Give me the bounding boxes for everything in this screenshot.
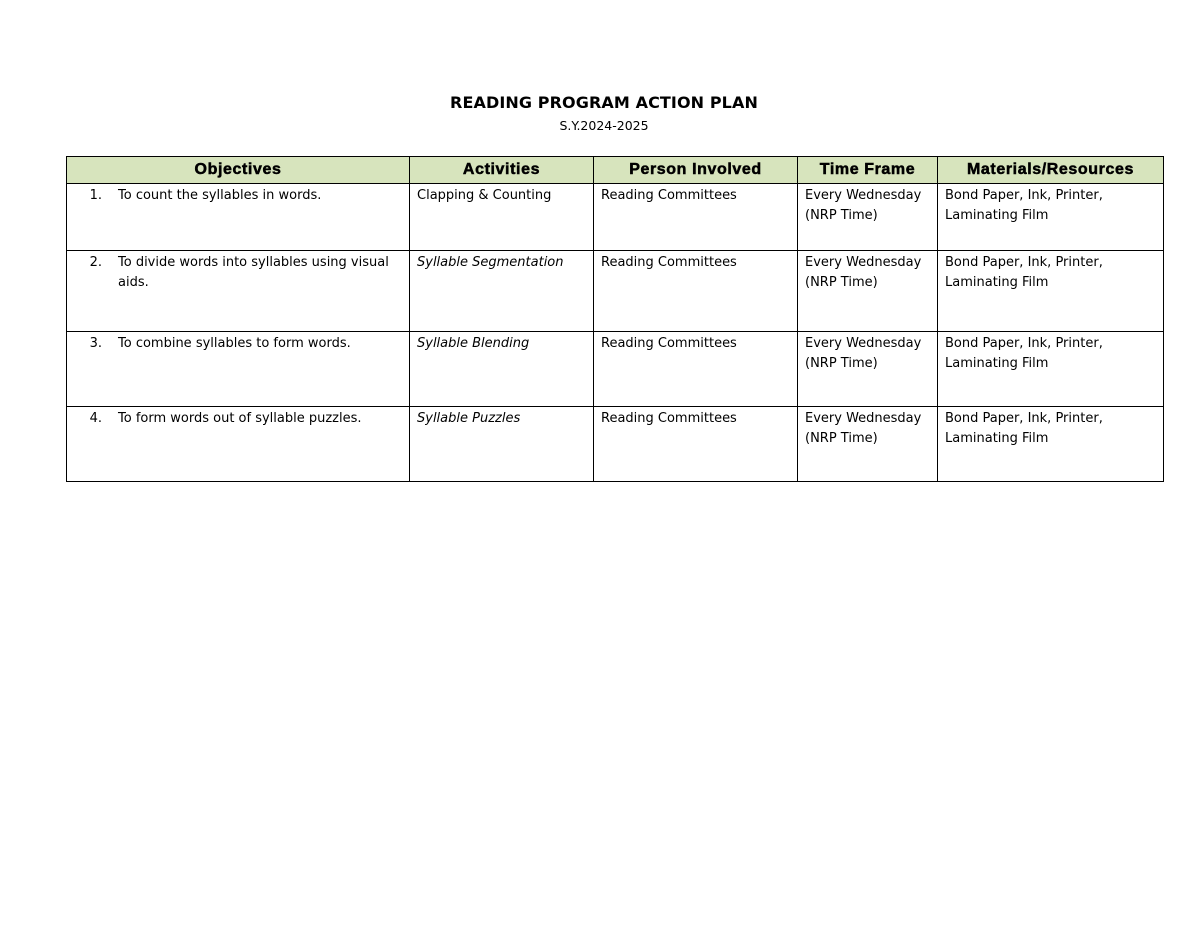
objective-cell: [67, 407, 410, 482]
time-frame-line1: Every Wednesday: [805, 411, 922, 426]
materials-line2: Laminating Film: [945, 208, 1049, 223]
time-frame-line1: Every Wednesday: [805, 336, 922, 351]
time-frame-line2: (NRP Time): [805, 208, 878, 223]
person-cell: Reading Committees: [594, 184, 798, 251]
time-frame-line2: (NRP Time): [805, 275, 878, 290]
materials-line1: Bond Paper, Ink, Printer,: [945, 188, 1103, 203]
materials-line2: Laminating Film: [945, 356, 1049, 371]
time-frame-line2: (NRP Time): [805, 356, 878, 371]
materials-line2: Laminating Film: [945, 275, 1049, 290]
objective-number: 4.: [89, 411, 102, 426]
time-frame-cell: [798, 332, 938, 407]
materials-cell: [938, 332, 1164, 407]
objective-number: 3.: [89, 336, 102, 351]
activity-cell: Syllable Segmentation: [410, 251, 594, 332]
objective-cell: [67, 251, 410, 332]
objective-number: 2.: [89, 255, 102, 270]
objective-text: To count the syllables in words.: [118, 188, 322, 203]
time-frame-cell: [798, 407, 938, 482]
materials-cell: [938, 184, 1164, 251]
materials-line1: Bond Paper, Ink, Printer,: [945, 336, 1103, 351]
table-header-row: [67, 157, 1164, 184]
table-row: [67, 332, 1164, 407]
objective-cell: [67, 184, 410, 251]
table-row: [67, 407, 1164, 482]
header-activities: Activities: [410, 157, 594, 184]
header-time-frame: Time Frame: [798, 157, 938, 184]
materials-line2: Laminating Film: [945, 431, 1049, 446]
time-frame-line1: Every Wednesday: [805, 188, 922, 203]
time-frame-line1: Every Wednesday: [805, 255, 922, 270]
table-row: [67, 184, 1164, 251]
activity-cell: Syllable Blending: [410, 332, 594, 407]
time-frame-line2: (NRP Time): [805, 431, 878, 446]
header-materials-resources: Materials/Resources: [938, 157, 1164, 184]
header-person-involved: Person Involved: [594, 157, 798, 184]
objective-text: To form words out of syllable puzzles.: [118, 411, 362, 426]
page-subtitle: S.Y.2024-2025: [559, 118, 649, 133]
objective-text: To divide words into syllables using visual aids.: [118, 255, 389, 290]
page-title: READING PROGRAM ACTION PLAN: [450, 93, 758, 112]
header-objectives: Objectives: [67, 157, 410, 184]
action-plan-table: [66, 156, 1164, 482]
objective-cell: [67, 332, 410, 407]
time-frame-cell: [798, 184, 938, 251]
person-cell: Reading Committees: [594, 332, 798, 407]
materials-line1: Bond Paper, Ink, Printer,: [945, 411, 1103, 426]
activity-cell: Syllable Puzzles: [410, 407, 594, 482]
objective-text: To combine syllables to form words.: [118, 336, 351, 351]
activity-cell: Clapping & Counting: [410, 184, 594, 251]
materials-cell: [938, 251, 1164, 332]
person-cell: Reading Committees: [594, 251, 798, 332]
materials-cell: [938, 407, 1164, 482]
objective-number: 1.: [89, 188, 102, 203]
time-frame-cell: [798, 251, 938, 332]
table-row: [67, 251, 1164, 332]
person-cell: Reading Committees: [594, 407, 798, 482]
materials-line1: Bond Paper, Ink, Printer,: [945, 255, 1103, 270]
